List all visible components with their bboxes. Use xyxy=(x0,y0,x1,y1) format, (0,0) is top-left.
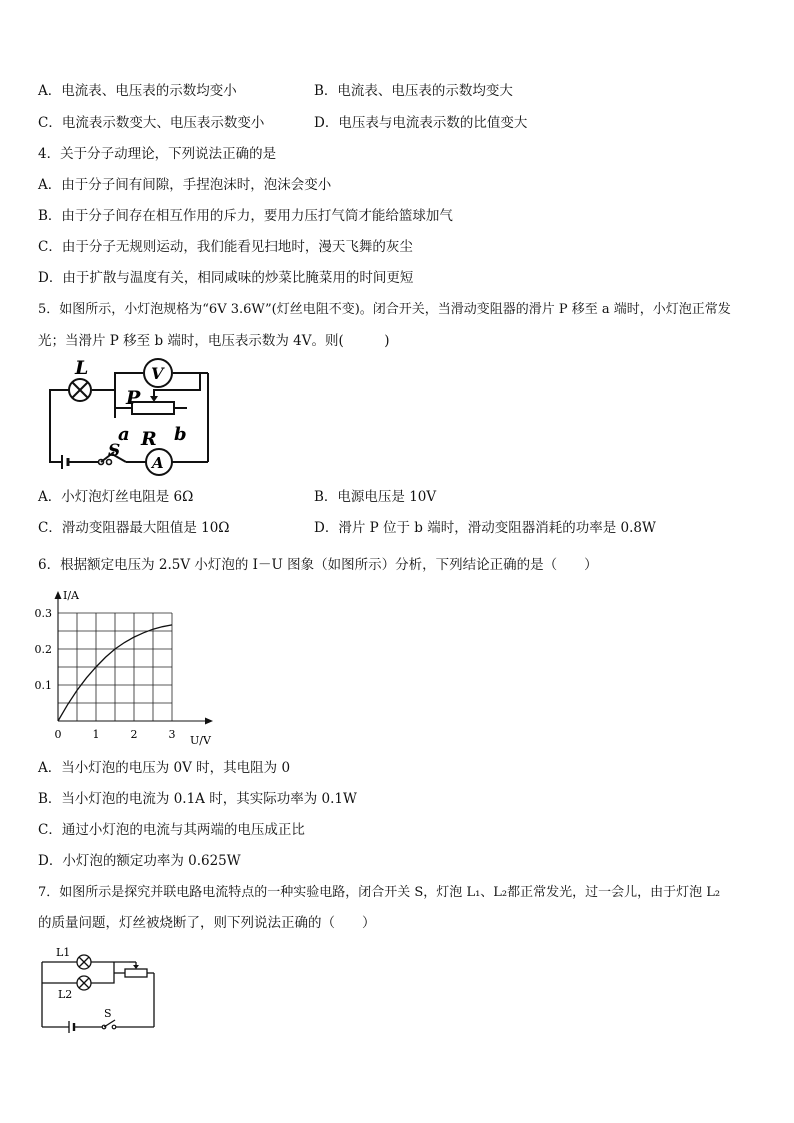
y-tick-label: 0.2 xyxy=(34,643,52,656)
x-tick-label: 2 xyxy=(130,728,138,741)
q6-option-d: D．小灯泡的额定功率为 0.625W xyxy=(38,853,241,869)
q6-stem: 6．根据额定电压为 2.5V 小灯泡的 I－U 图象（如图所示）分析，下列结论正确的是（ ） xyxy=(38,557,598,573)
label-l1: L1 xyxy=(56,946,71,959)
lamp-icon xyxy=(69,379,91,401)
q5-stem-line2: 光；当滑片 P 移至 b 端时，电压表示数为 4V。则( ) xyxy=(38,333,390,349)
q5-option-a: A．小灯泡灯丝电阻是 6Ω xyxy=(38,489,194,505)
x-tick-label: 1 xyxy=(92,728,100,741)
q5-option-b: B．电源电压是 10V xyxy=(314,489,437,505)
q3-option-a: A．电流表、电压表的示数均变小 xyxy=(38,83,237,99)
y-axis-arrow-icon xyxy=(55,591,62,599)
label-ammeter: A xyxy=(152,454,164,472)
q3-option-c: C．电流表示数变大、电压表示数变小 xyxy=(38,115,265,131)
q5-option-d: D．滑片 P 位于 b 端时，滑动变阻器消耗的功率是 0.8W xyxy=(314,520,656,536)
q5-circuit-diagram xyxy=(40,358,215,476)
q6-option-a: A．当小灯泡的电压为 0V 时，其电阻为 0 xyxy=(38,760,291,776)
q3-option-d: D．电压表与电流表示数的比值变大 xyxy=(314,115,528,131)
q5-stem-line1: 5．如图所示，小灯泡规格为“6V 3.6W”(灯丝电阻不变)。闭合开关，当滑动变阻器的滑片 P 移至 a 端时，小灯泡正常发 xyxy=(38,302,731,317)
y-tick-label: 0.1 xyxy=(34,679,52,692)
label-l2: L2 xyxy=(58,988,73,1001)
x-axis-arrow-icon xyxy=(205,718,213,725)
label-switch: S xyxy=(104,1007,112,1020)
label-lamp: L xyxy=(75,358,89,379)
q7-stem-line2: 的质量问题，灯丝被烧断了，则下列说法正确的（ ） xyxy=(38,915,376,931)
q7-stem-line1: 7．如图所示是探究并联电路电流特点的一种实验电路，闭合开关 S，灯泡 L₁、L₂都正常发光，过一会儿，由于灯泡 L₂ xyxy=(38,885,721,900)
switch-contact-right xyxy=(112,1025,116,1029)
lamp-l1-icon xyxy=(77,955,91,969)
q6-option-b: B．当小灯泡的电流为 0.1A 时，其实际功率为 0.1W xyxy=(38,791,357,807)
q5-option-c: C．滑动变阻器最大阻值是 10Ω xyxy=(38,520,230,536)
q3-option-b: B．电流表、电压表的示数均变大 xyxy=(314,83,513,99)
q7-circuit-diagram xyxy=(36,943,161,1035)
label-end-b: b xyxy=(174,424,187,445)
x-tick-label: 0 xyxy=(54,728,62,741)
q4-stem: 4．关于分子动理论，下列说法正确的是 xyxy=(38,146,277,162)
label-switch: S xyxy=(108,441,121,461)
lamp-l2-icon xyxy=(77,976,91,990)
q4-option-b: B．由于分子间存在相互作用的斥力，要用力压打气筒才能给篮球加气 xyxy=(38,208,453,224)
x-tick-label: 3 xyxy=(168,728,176,741)
chart-ylabel: I/A xyxy=(63,589,79,602)
q4-option-a: A．由于分子间有间隙，手捏泡沫时，泡沫会变小 xyxy=(38,177,332,193)
q6-option-c: C．通过小灯泡的电流与其两端的电压成正比 xyxy=(38,822,305,838)
label-slider: P xyxy=(126,387,141,409)
rheostat-body xyxy=(125,969,147,977)
label-voltmeter: V xyxy=(151,364,164,383)
label-resistor: R xyxy=(141,428,157,450)
q4-option-d: D．由于扩散与温度有关，相同咸味的炒菜比腌菜用的时间更短 xyxy=(38,270,414,286)
q4-option-c: C．由于分子无规则运动，我们能看见扫地时，漫天飞舞的灰尘 xyxy=(38,239,413,255)
chart-xlabel: U/V xyxy=(190,734,211,747)
iu-chart xyxy=(30,583,220,748)
label-end-a: a xyxy=(118,424,130,445)
y-tick-label: 0.3 xyxy=(34,607,52,620)
